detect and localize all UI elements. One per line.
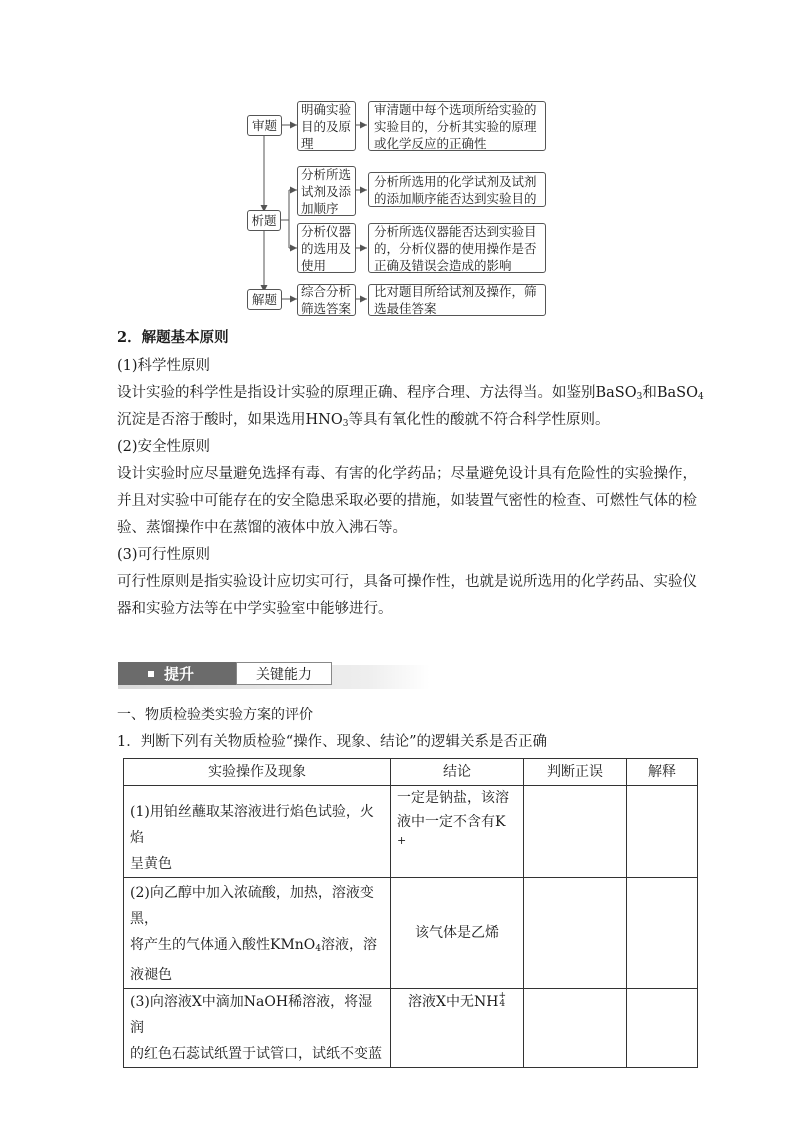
conclusion-line: +: [397, 834, 407, 847]
conclusion-cell: 溶液X中无NH + 4: [391, 989, 524, 1068]
step-instruments: 分析仪器的选用及使用: [297, 223, 356, 273]
table-row: [124, 786, 698, 878]
step-select: 综合分析筛选答案: [297, 284, 356, 316]
judgement-cell[interactable]: [524, 786, 627, 878]
stage-solve: 解题: [247, 289, 282, 310]
table-header-row: [124, 759, 698, 786]
part-heading: 一、物质检验类实验方案的评价: [117, 707, 313, 723]
explanation-cell[interactable]: [627, 786, 698, 878]
operation-line: 呈黄色: [130, 856, 172, 872]
section-heading: 2．解题基本原则: [117, 329, 229, 346]
principle-1-line1: 设计实验的科学性是指设计实验的原理正确、程序合理、方法得当。如鉴别BaSO$_3$和BaSO$_4$: [117, 385, 704, 402]
stage-review: 审题: [247, 115, 282, 136]
desc-select: 比对题目所给试剂及操作，筛选最佳答案: [368, 284, 546, 316]
conclusion-line: 液中一定不含有K: [397, 814, 506, 830]
principle-2-line3: 验、蒸馏操作中在蒸馏的液体中放入沸石等。: [117, 520, 407, 536]
operation-cell: [124, 878, 391, 989]
operation-line: (2)向乙醇中加入浓硫酸，加热，溶液变黑，: [130, 885, 374, 927]
operation-line: 的红色石蕊试纸置于试管口，试纸不变蓝: [130, 1046, 382, 1062]
header-operation: 实验操作及现象: [124, 759, 391, 786]
explanation-cell[interactable]: [627, 878, 698, 989]
banner-tab: 关键能力: [236, 662, 332, 685]
operation-line: (3)向溶液X中滴加NaOH稀溶液，将湿润: [130, 994, 373, 1036]
principle-1-title: (1)科学性原则: [117, 358, 211, 374]
operation-line: (1)用铂丝蘸取某溶液进行焰色试验，火焰: [130, 804, 374, 846]
conclusion-cell: [391, 786, 524, 878]
judgement-cell[interactable]: [524, 878, 627, 989]
explanation-cell[interactable]: [627, 989, 698, 1068]
principle-3-line1: 可行性原则是指实验设计应切实可行，具备可操作性，也就是说所选用的化学药品、实验仪: [117, 574, 697, 590]
table-row: [124, 989, 698, 1068]
conclusion-line: 一定是钠盐，该溶: [397, 790, 509, 806]
operation-line: 将产生的气体通入酸性KMnO$_4$溶液，溶: [130, 937, 378, 954]
flowchart-connectors: [0, 0, 794, 330]
desc-instruments: 分析所选仪器能否达到实验目的，分析仪器的使用操作是否正确及错误会造成的影响: [368, 223, 546, 273]
principle-2-line2: 并且对实验中可能存在的安全隐患采取必要的措施，如装置气密性的检查、可燃性气体的检: [117, 493, 697, 509]
table-row: [124, 878, 698, 989]
stage-analyze: 析题: [247, 210, 281, 231]
header-conclusion: 结论: [391, 759, 524, 786]
principle-2-title: (2)安全性原则: [117, 439, 211, 455]
judgement-cell[interactable]: [524, 989, 627, 1068]
square-bullet-icon: [148, 671, 154, 677]
evaluation-table: [123, 758, 698, 1068]
header-explanation: 解释: [627, 759, 698, 786]
principle-3-title: (3)可行性原则: [117, 547, 211, 563]
header-judgement: 判断正误: [524, 759, 627, 786]
principle-1-line2: 沉淀是否溶于酸时，如果选用$HNO_3$等具有氧化性的酸就不符合科学性原则。: [117, 412, 610, 429]
step-purpose: 明确实验目的及原理: [297, 101, 356, 151]
question-1: 1．判断下列有关物质检验“操作、现象、结论”的逻辑关系是否正确: [117, 734, 548, 750]
desc-reagents: 分析所选用的化学试剂及试剂的添加顺序能否达到实验目的: [368, 172, 546, 207]
conclusion-cell: 该气体是乙烯: [391, 878, 524, 989]
principle-3-line2: 器和实验方法等在中学实验室中能够进行。: [117, 601, 393, 617]
step-reagents: 分析所选试剂及添加顺序: [297, 166, 356, 216]
operation-cell: [124, 786, 391, 878]
desc-purpose: 审清题中每个选项所给实验的实验目的，分析其实验的原理或化学反应的正确性: [368, 101, 546, 151]
banner-label: 提升: [118, 662, 236, 685]
operation-line: 液褪色: [130, 967, 172, 983]
principle-2-line1: 设计实验时应尽量避免选择有毒、有害的化学药品；尽量避免设计具有危险性的实验操作，: [117, 466, 697, 482]
operation-cell: [124, 989, 391, 1068]
